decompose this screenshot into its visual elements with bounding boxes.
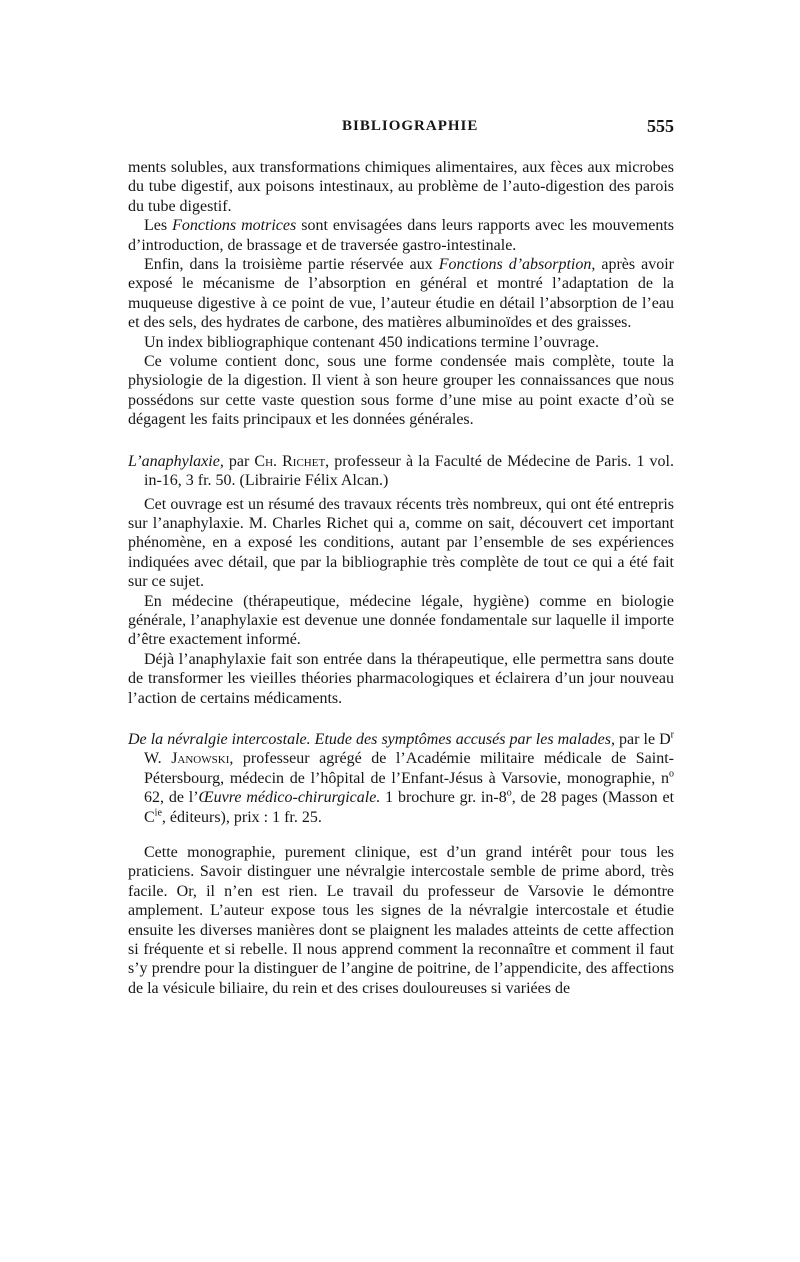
book-title: De la névralgie intercostale. Etude des symptômes accusés par les malades, [128,730,615,748]
series-title: Œuvre médico-chirurgicale. [198,789,381,807]
running-header [128,118,674,142]
section3-paragraph-1: Cette monographie, purement clinique, est d’un grand intérêt pour tous les praticiens. Savoir distinguer une névralgie intercostale semble de prime abord, très facile. Or, il n’en est rien. Le travail du professeur de Varsovie le démontre amplement. L’auteur expose tous les signes de la névralgie intercostale et étudie ensuite les diverses manières dont se plaignent les malades atteints de cette affection si fréquente et si rebelle. Il nous apprend comment la reconnaître et comment il faut s’y prendre pour la distinguer de l’angine de poitrine, de l’appendicite, des affections de la vésicule biliaire, du rein et des crises douloureuses si variées de [128,844,674,997]
section2-paragraph-2: En médecine (thérapeutique, médecine légale, hygiène) comme en biologie générale, l’anaphylaxie est devenue une donnée fondamentale sur laquelle il importe d’être exactement informé. [128,592,674,649]
section1-paragraph-5: Ce volume contient donc, sous une forme condensée mais complète, toute la physiologie de la digestion. Il vient à son heure grouper les connaissances que nous possédons sur cette vaste question sous forme d’une mise au point exacte d’où se dégagent les faits principaux et les données générales. [128,353,674,429]
section1-paragraph-1: ments solubles, aux transformations chimiques alimentaires, aux fèces aux microbes du tube digestif, aux poisons intestinaux, au problème de l’auto-digestion des parois du tube digestif. [128,159,674,215]
author-name: Richet [282,452,326,470]
section2-paragraph-3: Déjà l’anaphylaxie fait son entrée dans la thérapeutique, elle permettra sans doute de transformer les vieilles théories pharmacologiques et éclairera d’un jour nouveau l’action de certains médicaments. [128,650,674,707]
book-title: L’anaphylaxie, [128,452,224,470]
page-number: 555 [647,116,674,136]
review-heading-nevralgie: De la névralgie intercostale. Etude des symptômes accusés par les malades, par le $D^r$ W. Janowski, professeur agrégé de l’Académie militaire médicale de Saint-Pétersbourg, médecin de l’hôpital de l’Enfant-Jésus à Varsovie, monographie, $n^o$ 62, de l’Œuvre médico-chirurgicale. 1 brochure gr. in-8$^o$, de 28 pages (Masson et $C^{ie}$, éditeurs), prix : 1 fr. 25. [128,729,675,826]
italic-term: Fonctions motrices [172,217,297,235]
section2-paragraph-1: Cet ouvrage est un résumé des travaux récents très nombreux, qui ont été entrepris sur l’anaphylaxie. M. Charles Richet qui a, comme on sait, découvert cet important phénomène, en a exposé les conditions, autant par l’ensemble de ses expériences indiquées avec détail, que par la bibliographie très complète de tout ce qui a été fait sur ce sujet. [128,495,674,591]
section1-paragraph-4: Un index bibliographique contenant 450 indications termine l’ouvrage. [144,333,599,351]
page-body [128,158,674,998]
author-name: Janowski [171,750,230,768]
review-heading-anaphylaxie: L’anaphylaxie, par Ch. Richet, professeur à la Faculté de Médecine de Paris. 1 vol. in-16, 3 fr. 50. (Librairie Félix Alcan.) [128,452,675,490]
running-title: BIBLIOGRAPHIE [342,118,479,134]
italic-term: Fonctions d’absorption, [438,256,596,274]
section1-paragraph-3: Enfin, dans la troisième partie réservée aux Fonctions d’absorption, après avoir exposé le mécanisme de l’absorption en général et montré l’adaptation de la muqueuse digestive à ce point de vue, l’auteur étudie en détail l’absorption de l’eau et des sels, des hydrates de carbone, des matières albuminoïdes et des graisses. [128,256,674,332]
section1-paragraph-2: Les Fonctions motrices sont envisagées dans leurs rapports avec les mouvements d’introduction, de brassage et de traversée gastro-intestinale. [128,217,675,254]
